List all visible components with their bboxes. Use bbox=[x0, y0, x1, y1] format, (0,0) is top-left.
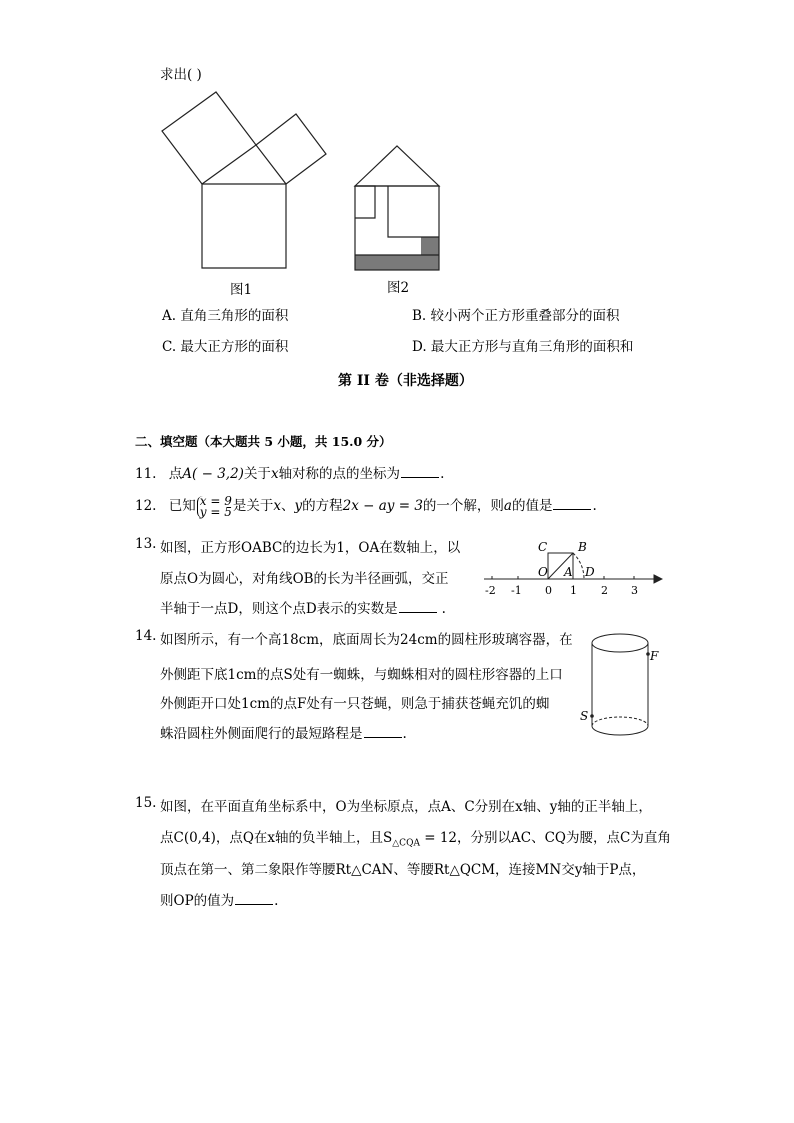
option-d: D. 最大正方形与直角三角形的面积和 bbox=[412, 339, 634, 355]
text: 半轴于一点D，则这个点D表示的实数是 bbox=[160, 601, 398, 617]
left-square bbox=[162, 92, 256, 184]
equation-2: y = 5 bbox=[199, 504, 232, 519]
option-b: B. 较小两个正方形重叠部分的面积 bbox=[412, 308, 620, 324]
question-14-line-3: 外侧距开口处1cm的点F处有一只苍蝇，则急于捕获苍蝇充饥的蜘 bbox=[160, 696, 550, 712]
var-a: a bbox=[503, 498, 512, 514]
shaded-corner bbox=[421, 237, 439, 255]
text: 则OP的值为 bbox=[160, 893, 235, 909]
inner-square-left bbox=[355, 186, 375, 218]
question-number: 11. bbox=[135, 466, 157, 482]
period: . bbox=[441, 601, 446, 617]
question-15-line-1: 如图，在平面直角坐标系中，O为坐标原点，点A、C分别在x轴、y轴的正半轴上， bbox=[160, 799, 652, 815]
figure-2-overlap-squares bbox=[350, 140, 446, 274]
point-s bbox=[590, 714, 594, 718]
tick-label: -1 bbox=[511, 584, 522, 597]
question-14-line-1: 如图所示，有一个高18cm，底面周长为24cm的圆柱形玻璃容器，在 bbox=[160, 632, 573, 648]
option-c: C. 最大正方形的面积 bbox=[162, 339, 289, 355]
tick-label: -2 bbox=[485, 584, 496, 597]
part-heading: 二、填空题（本大题共 5 小题，共 15.0 分） bbox=[135, 434, 392, 449]
figure-number-line bbox=[478, 534, 663, 600]
text: 的值是 bbox=[511, 498, 553, 514]
tick-label: 3 bbox=[631, 584, 638, 597]
question-15-line-3: 顶点在第一、第二象限作等腰Rt△CAN、等腰Rt△QCM，连接MN交y轴于P点， bbox=[160, 862, 646, 878]
answer-blank[interactable] bbox=[364, 736, 402, 738]
option-a: A. 直角三角形的面积 bbox=[162, 308, 289, 324]
answer-blank[interactable] bbox=[401, 476, 439, 478]
period: . bbox=[274, 893, 279, 909]
tick-label: 2 bbox=[601, 584, 608, 597]
figure-2-label: 图2 bbox=[387, 280, 410, 296]
label-o: O bbox=[538, 565, 548, 579]
triangle-roof bbox=[355, 146, 439, 186]
figure-1-pythagoras-squares bbox=[150, 84, 340, 274]
label-f: F bbox=[650, 649, 659, 663]
text: 已知 bbox=[168, 498, 196, 514]
arc bbox=[573, 553, 584, 579]
subscript: △CQA bbox=[392, 838, 420, 849]
period: . bbox=[440, 466, 445, 482]
period: . bbox=[592, 498, 597, 514]
var-x: x bbox=[273, 498, 282, 514]
question-12 bbox=[135, 494, 597, 518]
text: 关于 bbox=[243, 466, 271, 482]
label-s: S bbox=[580, 709, 589, 723]
text: 的一个解，则 bbox=[422, 498, 504, 514]
large-square bbox=[202, 184, 286, 268]
equation: 2x − ay = 3 bbox=[342, 498, 423, 514]
question-14-line-4 bbox=[160, 722, 407, 742]
shaded-region bbox=[355, 255, 439, 270]
label-a: A bbox=[564, 565, 573, 579]
text: 是关于 bbox=[232, 498, 274, 514]
cylinder-bottom-back bbox=[592, 717, 648, 726]
point-a: A( − 3,2) bbox=[182, 466, 244, 482]
text: 的方程 bbox=[302, 498, 343, 514]
section-title: 第 II 卷（非选择题） bbox=[338, 373, 473, 389]
question-15-number: 15. bbox=[135, 795, 157, 811]
var-y: y bbox=[294, 498, 303, 514]
question-11 bbox=[135, 462, 444, 482]
text: = 12，分别以AC、CQ为腰，点C为直角 bbox=[419, 830, 671, 846]
figure-cylinder bbox=[574, 630, 664, 742]
text: 点C(0,4)，点Q在x轴的负半轴上，且S bbox=[160, 830, 393, 846]
text: 蛛沿圆柱外侧面爬行的最短路程是 bbox=[160, 726, 363, 742]
cylinder-top bbox=[592, 634, 648, 652]
question-14-number: 14. bbox=[135, 628, 157, 644]
question-13-line-2: 原点O为圆心，对角线OB的长为半径画弧，交正 bbox=[160, 571, 449, 587]
text: 轴对称的点的坐标为 bbox=[278, 466, 401, 482]
question-15-line-2 bbox=[160, 826, 671, 849]
answer-blank[interactable] bbox=[235, 903, 273, 905]
inner-square-right bbox=[388, 186, 439, 237]
axis-arrow bbox=[654, 575, 662, 583]
cylinder-bottom-front bbox=[592, 726, 648, 735]
tick-label: 0 bbox=[545, 584, 552, 597]
question-10-tail: 求出( ) bbox=[160, 67, 202, 83]
question-13-line-3 bbox=[160, 597, 446, 617]
figure-1-label: 图1 bbox=[230, 282, 253, 298]
question-14-line-2: 外侧距下底1cm的点S处有一蜘蛛，与蜘蛛相对的圆柱形容器的上口 bbox=[160, 667, 563, 683]
question-13-number: 13. bbox=[135, 536, 157, 552]
right-square bbox=[256, 114, 326, 184]
text: 点 bbox=[168, 466, 183, 482]
answer-blank[interactable] bbox=[399, 611, 437, 613]
equation-1: x = 9 bbox=[199, 493, 232, 508]
label-b: B bbox=[578, 540, 587, 554]
axis-x: x bbox=[270, 466, 279, 482]
question-13-line-1: 如图，正方形OABC的边长为1，OA在数轴上，以 bbox=[160, 540, 461, 556]
label-c: C bbox=[538, 540, 548, 554]
answer-blank[interactable] bbox=[553, 508, 591, 510]
question-number: 12. bbox=[135, 498, 157, 514]
period: . bbox=[402, 726, 407, 742]
equation-system bbox=[197, 493, 232, 519]
separator: 、 bbox=[281, 498, 295, 514]
tick-label: 1 bbox=[570, 584, 577, 597]
label-d: D bbox=[585, 565, 595, 579]
question-15-line-4 bbox=[160, 889, 278, 909]
